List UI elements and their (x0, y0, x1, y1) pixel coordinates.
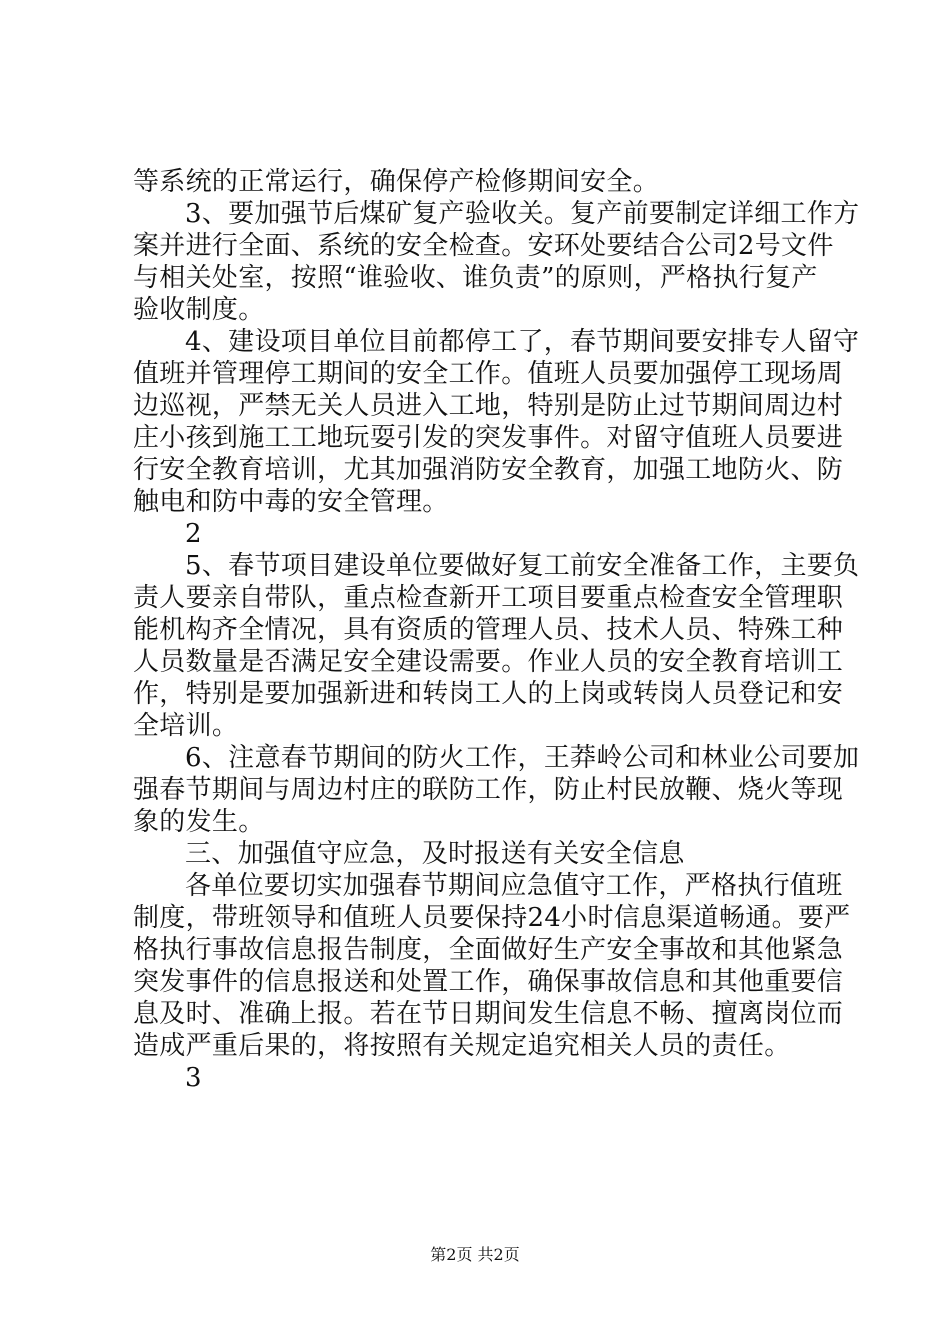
text-line: 息及时、准确上报。若在节日期间发生信息不畅、擅离岗位而 (133, 999, 844, 1029)
text-line: 造成严重后果的，将按照有关规定追究相关人员的责任。 (133, 1031, 791, 1061)
text-line: 象的发生。 (133, 807, 265, 837)
text-line: 制度，带班领导和值班人员要保持24小时信息渠道畅通。要严 (133, 903, 851, 933)
text-line: 责人要亲自带队，重点检查新开工项目要重点检查安全管理职 (133, 583, 844, 613)
text-line: 格执行事故信息报告制度，全面做好生产安全事故和其他紧急 (133, 935, 844, 965)
paragraph-6-line: 6、注意春节期间的防火工作，王莽岭公司和林业公司要加 (185, 743, 860, 773)
text-line: 行安全教育培训，尤其加强消防安全教育，加强工地防火、防 (133, 455, 844, 485)
text-line: 能机构齐全情况，具有资质的管理人员、技术人员、特殊工种 (133, 615, 844, 645)
text-line: 边巡视，严禁无关人员进入工地，特别是防止过节期间周边村 (133, 391, 844, 421)
text-line: 触电和防中毒的安全管理。 (133, 487, 449, 517)
text-line: 人员数量是否满足安全建设需要。作业人员的安全教育培训工 (133, 647, 844, 677)
text-line: 全培训。 (133, 711, 239, 741)
page-footer: 第2页 共2页 (430, 1245, 520, 1264)
text-line: 庄小孩到施工工地玩耍引发的突发事件。对留守值班人员要进 (133, 423, 844, 453)
page-number-marker: 2 (185, 519, 202, 549)
text-line: 与相关处室，按照“谁验收、谁负责”的原则，严格执行复产 (133, 263, 818, 293)
document-body (133, 166, 860, 1094)
paragraph-4-line: 4、建设项目单位目前都停工了，春节期间要安排专人留守 (185, 327, 860, 357)
paragraph-5-line: 5、春节项目建设单位要做好复工前安全准备工作，主要负 (185, 551, 860, 581)
text-line: 等系统的正常运行，确保停产检修期间安全。 (133, 167, 660, 197)
text-line: 值班并管理停工期间的安全工作。值班人员要加强停工现场周 (133, 359, 844, 389)
text-line: 突发事件的信息报送和处置工作，确保事故信息和其他重要信 (133, 967, 844, 997)
text-line: 案并进行全面、系统的安全检查。安环处要结合公司2号文件 (133, 231, 834, 261)
text-line: 强春节期间与周边村庄的联防工作，防止村民放鞭、烧火等现 (133, 775, 844, 805)
paragraph-duty-line: 各单位要切实加强春节期间应急值守工作，严格执行值班 (185, 871, 843, 901)
text-line: 验收制度。 (133, 295, 265, 325)
page-number-marker: 3 (185, 1063, 202, 1093)
text-line: 作，特别是要加强新进和转岗工人的上岗或转岗人员登记和安 (133, 679, 844, 709)
section-heading: 三、加强值守应急，及时报送有关安全信息 (185, 839, 685, 869)
paragraph-3-line: 3、要加强节后煤矿复产验收关。复产前要制定详细工作方 (185, 199, 860, 229)
